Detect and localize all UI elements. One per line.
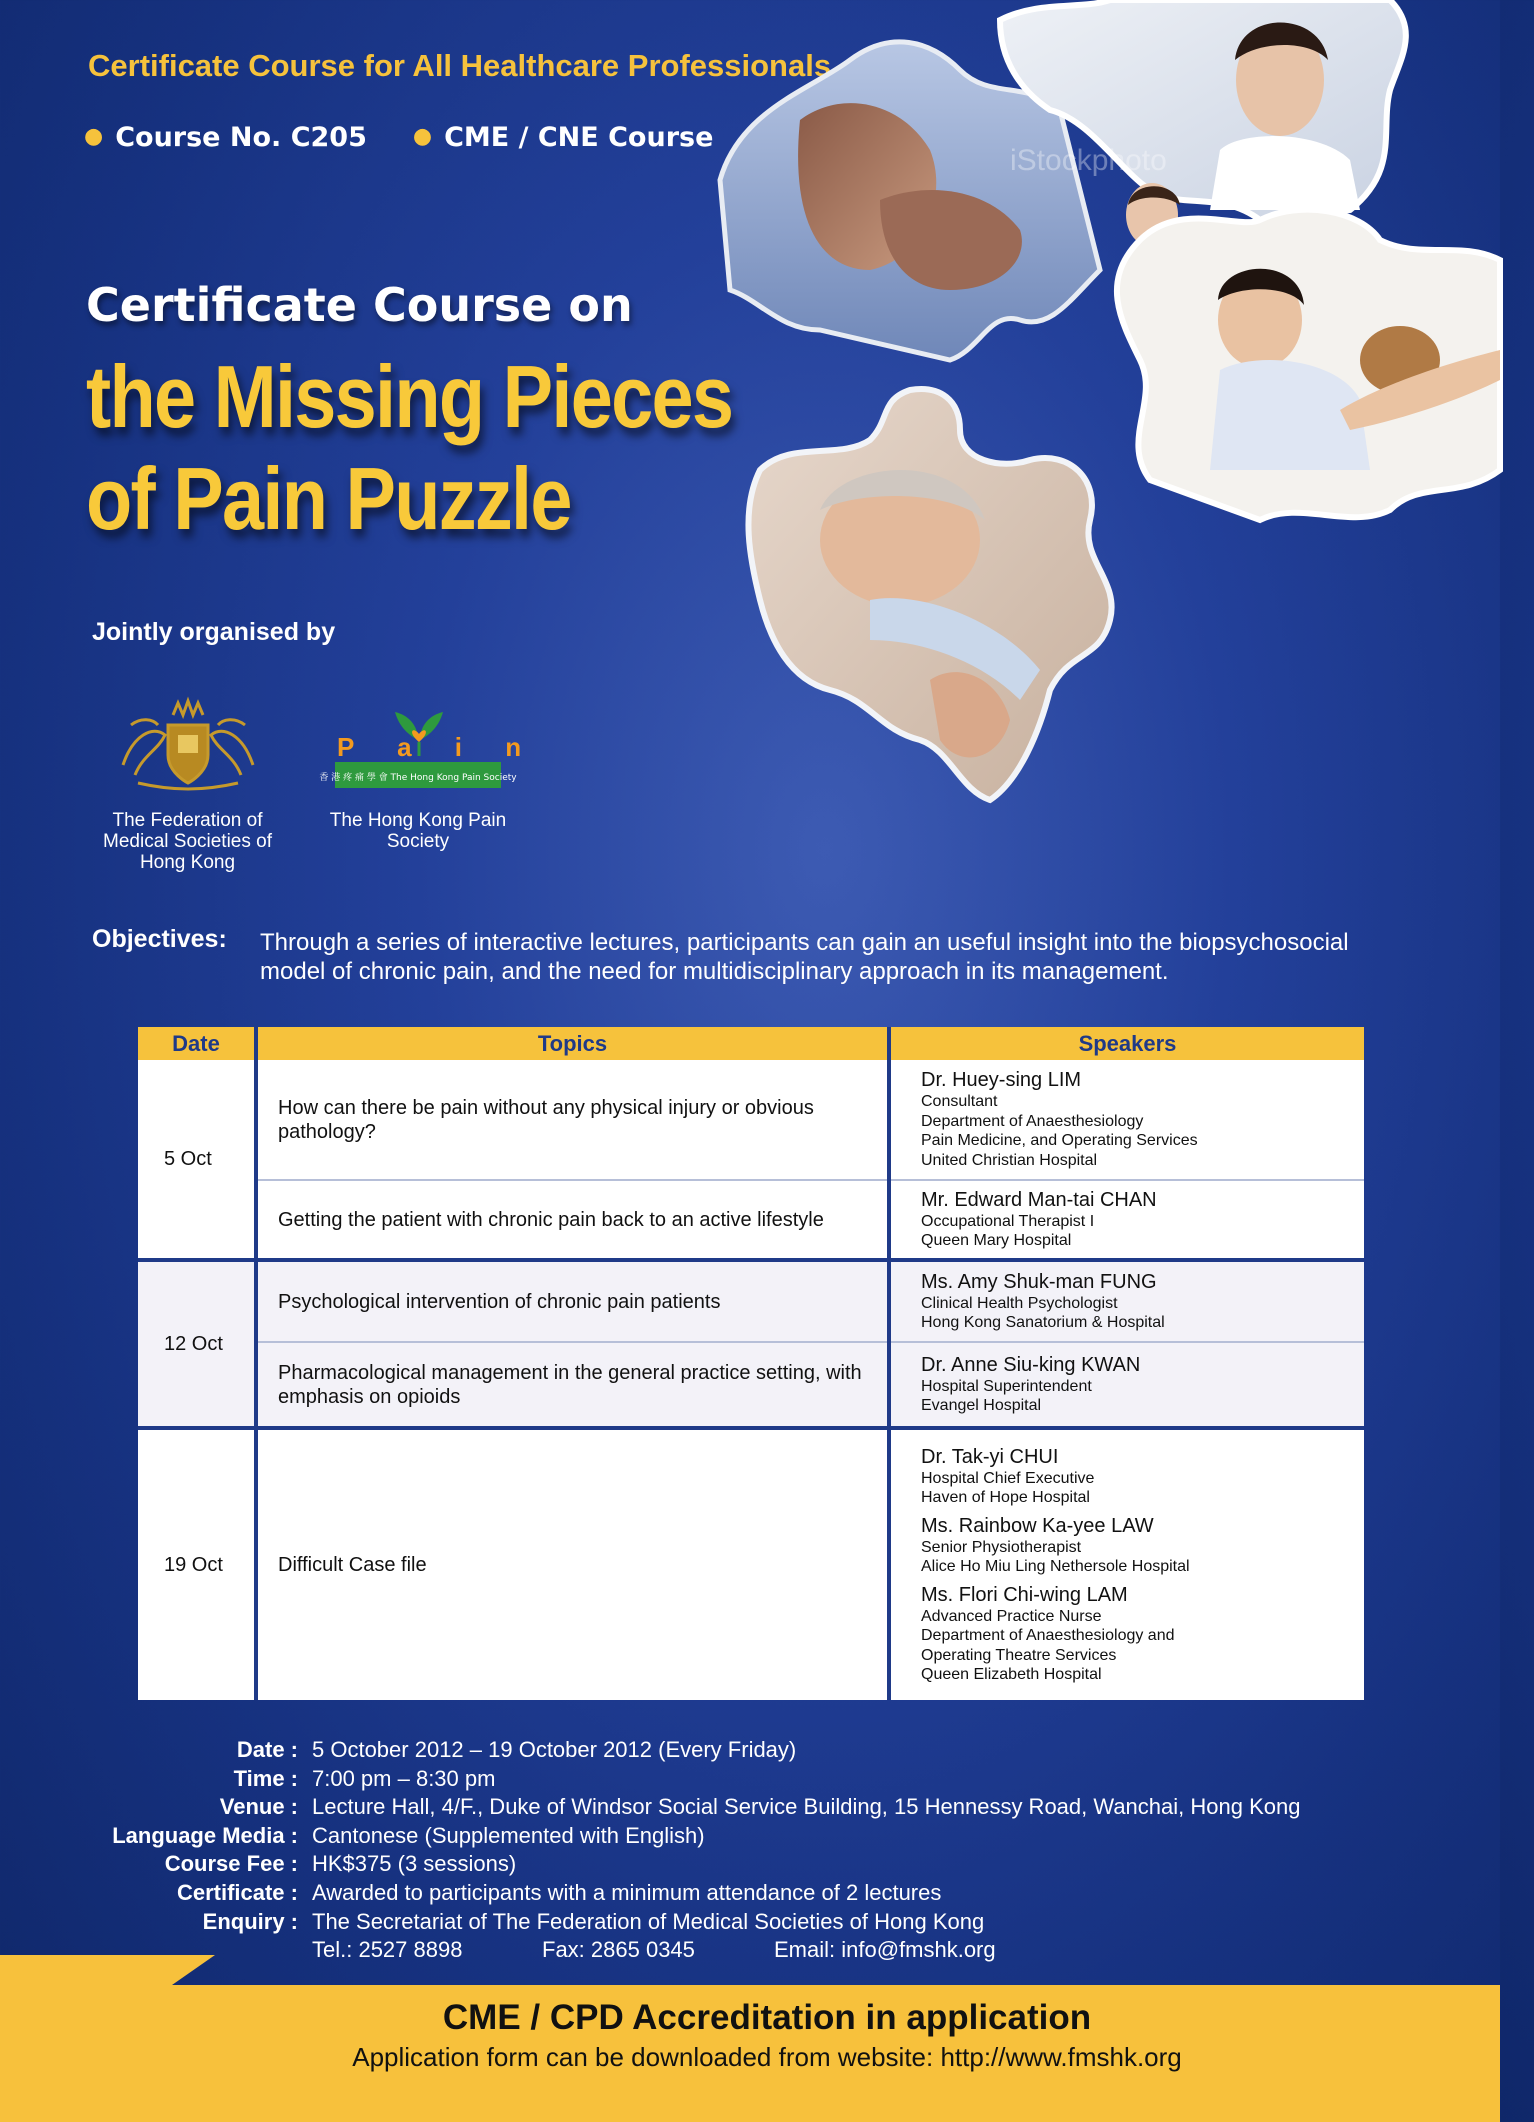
session-date: 19 Oct — [138, 1428, 256, 1700]
main-title — [86, 346, 860, 550]
session-topic: Pharmacological management in the general practice setting, with emphasis on opioids — [256, 1342, 889, 1428]
objectives-text: Through a series of interactive lectures, participants can gain an useful insight into the biopsychosocial model of chronic pain, and the need for multidisciplinary approach in its management. — [260, 929, 1349, 985]
session-topic: Difficult Case file — [256, 1428, 889, 1700]
detail-row-certificate — [100, 1879, 1300, 1908]
speaker-detail: Hospital Chief Executive — [921, 1469, 1095, 1487]
detail-label: Enquiry : — [202, 1908, 298, 1934]
session-speaker — [889, 1428, 1364, 1700]
session-speaker — [889, 1180, 1364, 1260]
bullet-course-number — [84, 122, 367, 153]
hkps-name: The Hong Kong Pain Society — [329, 810, 507, 852]
schedule-header-row — [138, 1027, 1364, 1060]
header-date: Date — [138, 1027, 256, 1060]
speaker-entry — [921, 1069, 1344, 1170]
organisers-heading: Jointly organised by — [92, 618, 336, 646]
header-topics: Topics — [256, 1027, 889, 1060]
speaker-name: Ms. Flori Chi-wing LAM — [921, 1583, 1128, 1606]
speaker-detail: Occupational Therapist I — [921, 1212, 1095, 1230]
contact-email[interactable]: Email: info@fmshk.org — [774, 1937, 996, 1963]
detail-label: Venue : — [219, 1794, 298, 1820]
fmshk-crest-logo — [90, 690, 285, 800]
speaker-entry — [921, 1271, 1344, 1333]
speaker-detail: Clinical Health Psychologist — [921, 1294, 1118, 1312]
pain-society-logo — [319, 690, 540, 800]
footer-title: CME / CPD Accreditation in application — [442, 1998, 1092, 2037]
footer-band — [0, 1955, 1500, 2122]
speaker-name: Dr. Anne Siu-king KWAN — [921, 1353, 1141, 1376]
speaker-detail: Advanced Practice Nurse — [921, 1607, 1102, 1625]
organiser-fmshk — [90, 690, 285, 873]
detail-row-enquiry — [100, 1908, 1300, 1937]
speaker-entry — [921, 1584, 1344, 1685]
speaker-entry — [921, 1354, 1344, 1416]
speaker-detail: Haven of Hope Hospital — [921, 1489, 1090, 1506]
speaker-entry — [921, 1515, 1344, 1577]
header-speakers: Speakers — [889, 1027, 1364, 1060]
session-speaker — [889, 1342, 1364, 1428]
organiser-hkps — [319, 690, 540, 852]
table-row — [138, 1342, 1364, 1428]
session-date: 12 Oct — [138, 1260, 256, 1428]
contact-fax: Fax: 2865 0345 — [542, 1937, 695, 1963]
table-row — [138, 1180, 1364, 1260]
speaker-name: Mr. Edward Man-tai CHAN — [921, 1188, 1157, 1211]
speaker-entry — [921, 1189, 1344, 1251]
speaker-name: Dr. Huey-sing LIM — [921, 1069, 1082, 1091]
detail-value: Cantonese (Supplemented with English) — [312, 1822, 705, 1848]
speaker-name: Dr. Tak-yi CHUI — [921, 1445, 1059, 1468]
svg-text:P a i n: P a i n — [337, 732, 540, 762]
bullet-cme-course-text: CME / CNE Course — [444, 122, 714, 153]
speaker-detail: Department of Anaesthesiology — [921, 1112, 1144, 1130]
session-topic: Psychological intervention of chronic pain patients — [256, 1260, 889, 1342]
footer-subtitle[interactable]: Application form can be downloaded from website: http://www.fmshk.org — [352, 2042, 1182, 2072]
detail-value: HK$375 (3 sessions) — [312, 1851, 517, 1877]
detail-label: Course Fee : — [164, 1851, 298, 1877]
detail-value: 7:00 pm – 8:30 pm — [312, 1765, 496, 1791]
session-topic: How can there be pain without any physical injury or obvious pathology? — [256, 1060, 889, 1180]
speaker-name: Ms. Amy Shuk-man FUNG — [921, 1270, 1157, 1293]
contact-tel: Tel.: 2527 8898 — [312, 1937, 463, 1963]
title-intro: Certificate Course on — [86, 278, 633, 332]
main-title-line-2: of Pain Puzzle — [86, 449, 571, 548]
detail-row-language — [100, 1822, 1300, 1851]
table-row — [138, 1060, 1364, 1180]
session-date: 5 Oct — [138, 1060, 256, 1260]
session-speaker — [889, 1060, 1364, 1180]
table-row — [138, 1428, 1364, 1700]
bullet-dot-icon: ● — [412, 124, 433, 149]
speaker-detail: Alice Ho Miu Ling Nethersole Hospital — [921, 1558, 1190, 1575]
speaker-detail: Department of Anaesthesiology and — [921, 1627, 1175, 1644]
detail-row-time — [100, 1765, 1300, 1794]
speaker-detail: Hong Kong Sanatorium & Hospital — [921, 1314, 1165, 1331]
bullet-cme-course — [413, 122, 714, 153]
detail-label: Time : — [233, 1765, 298, 1791]
speaker-detail: Consultant — [921, 1093, 998, 1110]
detail-label: Language Media : — [112, 1822, 298, 1848]
speaker-detail: Evangel Hospital — [921, 1397, 1042, 1414]
session-topic: Getting the patient with chronic pain back to an active lifestyle — [256, 1180, 889, 1260]
detail-value: Awarded to participants with a minimum attendance of 2 lectures — [312, 1879, 942, 1905]
main-title-line-1: the Missing Pieces — [86, 347, 733, 446]
bullet-dot-icon: ● — [84, 124, 104, 149]
detail-value: Lecture Hall, 4/F., Duke of Windsor Social Service Building, 15 Hennessy Road, Wanchai, Hong Kong — [312, 1794, 1301, 1820]
bullet-course-number-text: Course No. C205 — [115, 122, 367, 153]
speaker-detail: Queen Elizabeth Hospital — [921, 1666, 1102, 1683]
table-row — [138, 1260, 1364, 1342]
detail-label: Date : — [236, 1737, 298, 1762]
speaker-detail: United Christian Hospital — [921, 1151, 1098, 1169]
svg-text:iStockphoto: iStockphoto — [1010, 144, 1167, 177]
objectives-label: Objectives: — [92, 925, 227, 953]
speaker-detail: Pain Medicine, and Operating Services — [921, 1132, 1198, 1149]
schedule-table — [138, 1027, 1364, 1700]
detail-label: Certificate : — [176, 1879, 298, 1905]
speaker-entry — [921, 1446, 1344, 1508]
speaker-detail: Senior Physiotherapist — [921, 1538, 1082, 1556]
svg-text:香 港 疼 痛 學 會 The Hong Kong Pain: 香 港 疼 痛 學 會 The Hong Kong Pain Society — [319, 773, 517, 783]
course-bullets — [84, 122, 713, 153]
fmshk-name: The Federation of Medical Societies of Hong Kong — [103, 810, 272, 873]
session-speaker — [889, 1260, 1364, 1342]
course-tagline: Certificate Course for All Healthcare Professionals — [88, 48, 832, 83]
detail-row-fee — [100, 1850, 1300, 1879]
detail-row-date — [100, 1736, 1300, 1765]
detail-row-venue — [100, 1793, 1300, 1822]
speaker-detail: Hospital Superintendent — [921, 1377, 1092, 1395]
detail-value: 5 October 2012 – 19 October 2012 (Every Friday) — [312, 1737, 797, 1762]
detail-value: The Secretariat of The Federation of Medical Societies of Hong Kong — [312, 1908, 985, 1934]
speaker-detail: Operating Theatre Services — [921, 1646, 1117, 1664]
speaker-detail: Queen Mary Hospital — [921, 1232, 1072, 1249]
speaker-name: Ms. Rainbow Ka-yee LAW — [921, 1514, 1154, 1537]
course-details — [100, 1736, 1300, 1965]
